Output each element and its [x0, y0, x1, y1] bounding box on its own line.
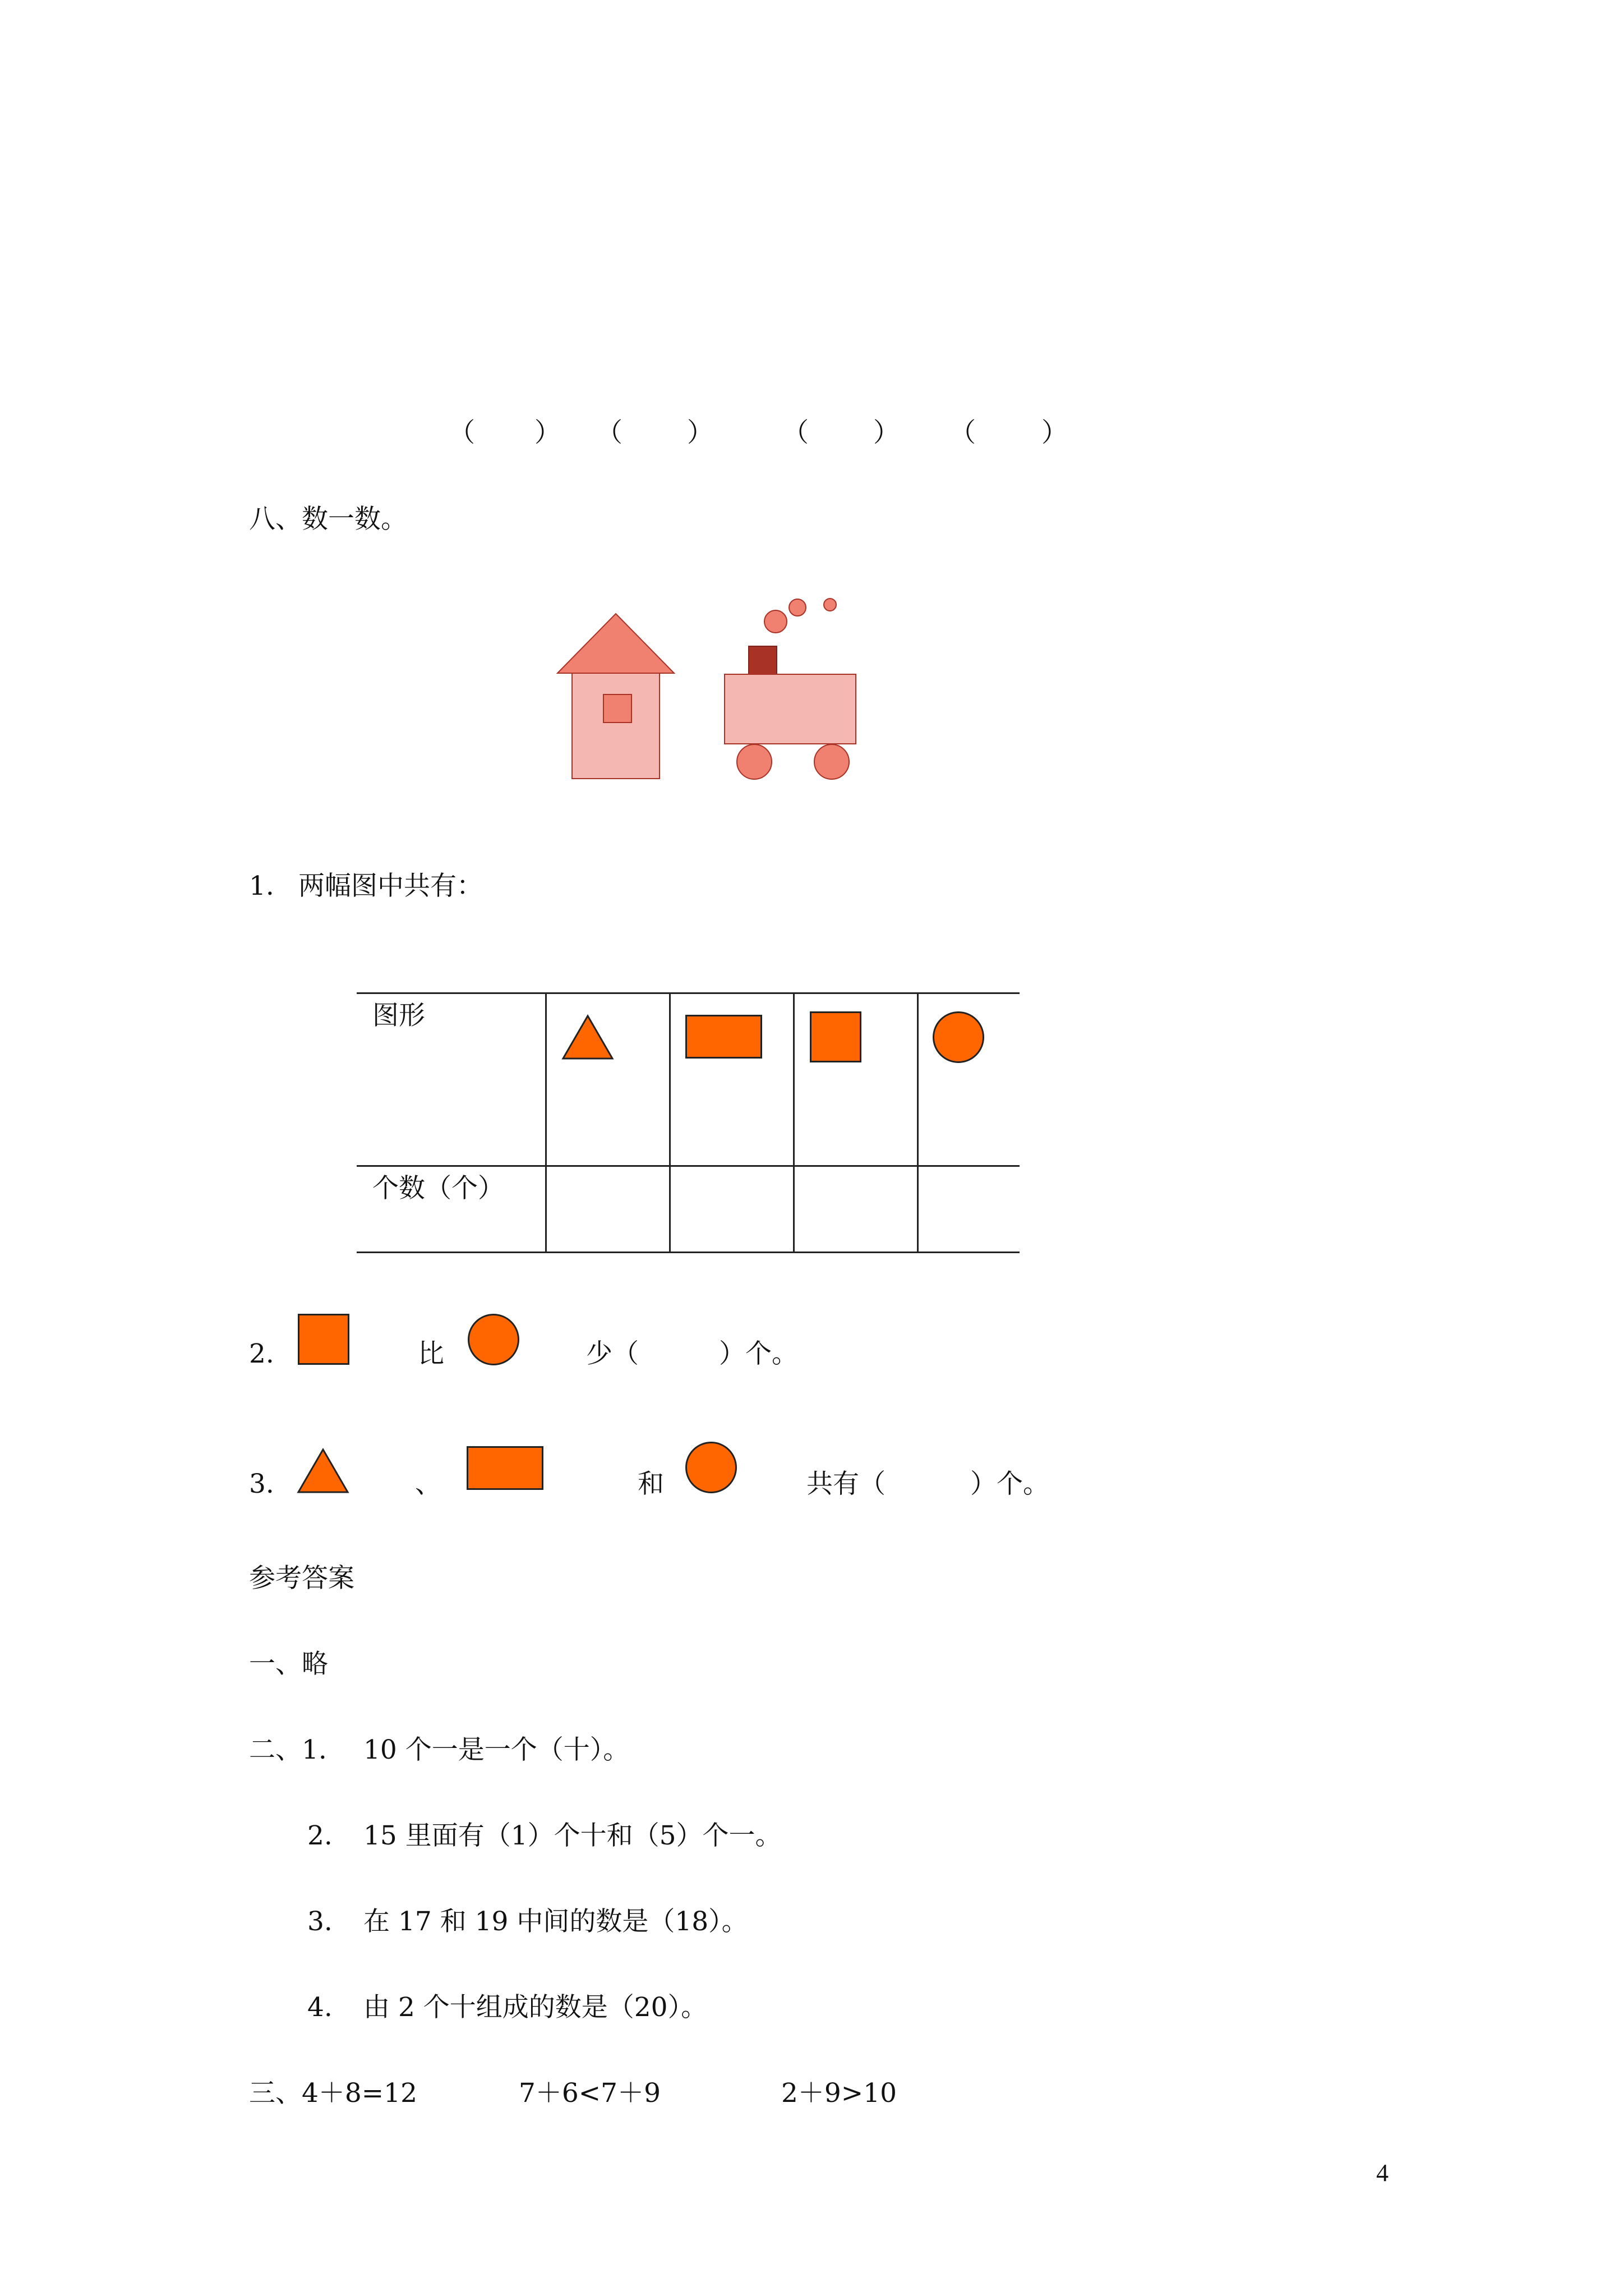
train-drawing [725, 599, 856, 779]
answer-2-4: 由 2 个十组成的数是（20）。 [363, 1992, 708, 2023]
shape-count-table [357, 992, 1020, 1253]
answer-2-prefix: 二、1. [249, 1734, 327, 1765]
blank-close-2: ） [687, 417, 713, 448]
square-icon [810, 1011, 861, 1062]
answer-3-3: 2＋9>10 [781, 2078, 897, 2109]
q3-close: ）个。 [970, 1469, 1049, 1499]
q3-gongyou: 共有（ [806, 1469, 886, 1499]
blank-open-4: （ [949, 417, 976, 448]
triangle-icon [296, 1447, 350, 1494]
answer-3-1: 三、4＋8=12 [249, 2078, 417, 2109]
q3-comma: 、 [415, 1469, 441, 1499]
answer-2-3-num: 3. [307, 1906, 333, 1937]
blank-close-3: ） [873, 417, 900, 448]
train-wheel-right [814, 744, 849, 779]
count-cell-rectangle[interactable] [671, 1167, 793, 1251]
answer-2-3: 在 17 和 19 中间的数是（18）。 [363, 1906, 748, 1937]
house-train-illustration [550, 589, 864, 785]
count-cell-circle[interactable] [919, 1167, 1020, 1251]
train-wheel-left [737, 744, 772, 779]
table-bottom-border [357, 1251, 1020, 1253]
blank-close-4: ） [1041, 417, 1068, 448]
page-number: 4 [1376, 2159, 1389, 2187]
square-icon [298, 1314, 349, 1365]
smoke-puff-medium [789, 599, 806, 616]
blank-close-1: ） [534, 417, 561, 448]
rectangle-icon [467, 1446, 543, 1490]
q1-label: 1. [249, 871, 274, 901]
answers-title: 参考答案 [249, 1563, 354, 1594]
count-cell-square[interactable] [795, 1167, 917, 1251]
answer-2-2-num: 2. [307, 1820, 333, 1851]
q2-bi: 比 [418, 1338, 444, 1369]
answer-1: 一、略 [249, 1649, 328, 1680]
smoke-puff-large [764, 610, 787, 633]
q3-he: 和 [638, 1469, 664, 1499]
house-drawing [557, 614, 674, 779]
smoke-puff-small [824, 599, 836, 611]
answer-2-4-num: 4. [307, 1992, 333, 2023]
train-chimney [749, 646, 777, 674]
count-cell-triangle[interactable] [547, 1167, 669, 1251]
house-roof [557, 614, 674, 673]
house-window [603, 694, 631, 723]
circle-icon [468, 1314, 519, 1365]
rectangle-icon [685, 1015, 762, 1059]
blank-open-2: （ [596, 417, 623, 448]
table-top-border [357, 992, 1020, 994]
answer-3-2: 7＋6<7＋9 [519, 2078, 661, 2109]
house-body [572, 673, 660, 779]
q2-label: 2. [249, 1338, 274, 1369]
q1-text: 两幅图中共有： [298, 871, 483, 901]
answer-2-2: 15 里面有（1）个十和（5）个一。 [363, 1820, 782, 1851]
answer-2-1: 10 个一是一个（十）。 [363, 1734, 630, 1765]
circle-icon [933, 1011, 984, 1063]
table-header-shape: 图形 [372, 1000, 425, 1031]
q2-shao: 少（ [586, 1338, 639, 1369]
table-header-count: 个数（个） [372, 1173, 504, 1204]
q3-label: 3. [249, 1469, 274, 1499]
section-8-heading: 八、数一数。 [249, 504, 407, 535]
triangle-icon [561, 1014, 615, 1061]
q2-close: ）个。 [719, 1338, 798, 1369]
train-body [725, 674, 856, 744]
blank-open-1: （ [449, 417, 475, 448]
circle-icon [685, 1442, 737, 1493]
blank-open-3: （ [782, 417, 809, 448]
